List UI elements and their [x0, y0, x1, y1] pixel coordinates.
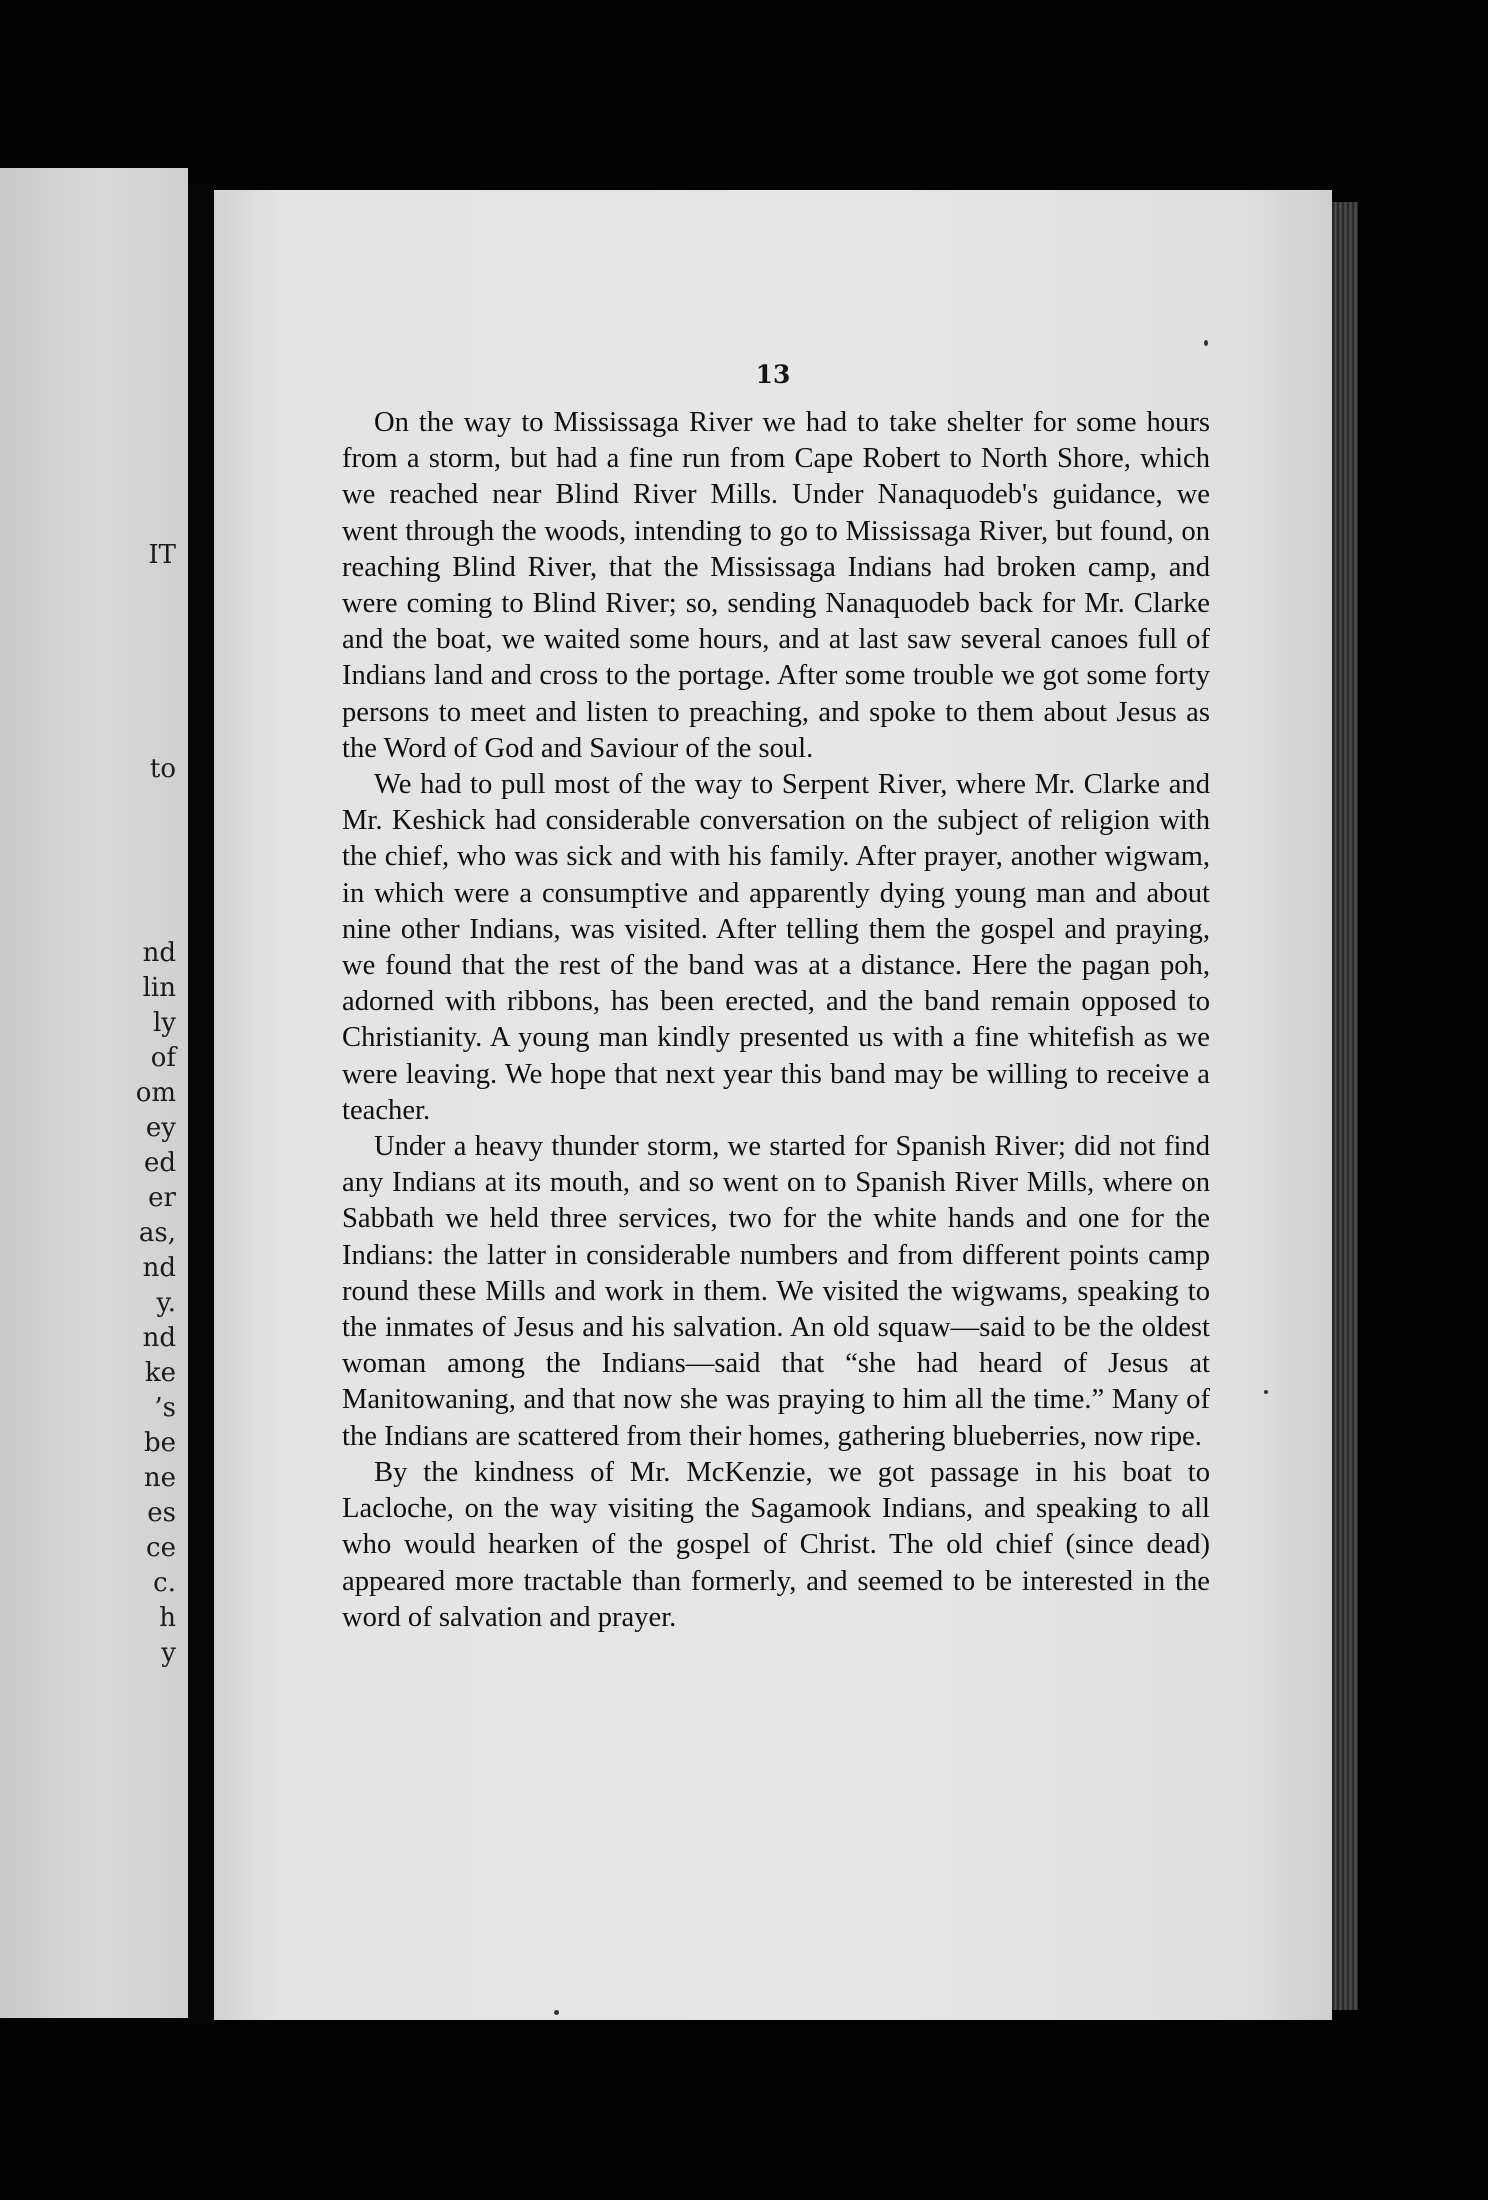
left-fragment: om — [135, 1078, 176, 1108]
paragraph: On the way to Mississaga River we had to take shelter for some hours from a storm, but had a fine run from Cape Robert to North Shore, which we reached near Blind River Mills. Under Nanaquodeb's guidance, we went through the woods, intending to go to Mississaga River, but found, on reaching Blind River, that the Mississaga Indians had broken camp, and were coming to Blind River; so, sending Nanaquodeb back for Mr. Clarke and the boat, we waited some hours, and at last saw several canoes full of Indians land and cross to the portage. After some trouble we got some forty persons to meet and listen to preaching, and spoke to them about Jesus as the Word of God and Saviour of the soul. — [342, 407, 1210, 764]
left-fragment: of — [150, 1043, 176, 1073]
page-number: 13 — [755, 360, 791, 389]
left-fragment: ’s — [154, 1393, 176, 1423]
left-fragment: nd — [142, 938, 176, 968]
paragraph: We had to pull most of the way to Serpent River, where Mr. Clarke and Mr. Keshick had considerable conversation on the subject of religion with the chief, who was sick and with his family. After prayer, another wigwam, in which were a consumptive and apparently dying young man and about nine other Indians, was visited. After telling them the gospel and praying, we found that the rest of the band was at a distance. Here the pagan poh, adorned with ribbons, has been erected, and the band remain opposed to Christianity. A young man kindly presented us with a fine whitefish as we were leaving. We hope that next year this band may be willing to receive a teacher. — [342, 769, 1210, 1126]
paragraph: Under a heavy thunder storm, we started for Spanish River; did not find any Indians at its mouth, and so went on to Spanish River Mills, where on Sabbath we held three services, two for the white hands and one for the Indians: the latter in considerable numbers and from different points camp round these Mills and work in them. We visited the wigwams, speaking to the inmates of Jesus and his salvation. An old squaw—said to be the oldest woman among the Indians—said that “she had heard of Jesus at Manitowaning, and that now she was praying to him all the time.” Many of the Indians are scattered from their homes, gathering blueberries, now ripe. — [342, 1131, 1210, 1452]
left-fragment: ne — [143, 1463, 176, 1493]
left-fragment: y — [161, 1638, 176, 1668]
left-fragment: nd — [142, 1253, 176, 1283]
left-fragment: to — [149, 754, 176, 784]
left-fragment: h — [159, 1603, 176, 1633]
left-fragment: ce — [146, 1533, 176, 1563]
paragraph: By the kindness of Mr. McKenzie, we got passage in his boat to Lacloche, on the way visiting the Sagamook Indians, and speaking to all who would hearken of the gospel of Christ. The old chief (since dead) appeared more tractable than formerly, and seemed to be interested in the word of salvation and prayer. — [342, 1456, 1210, 1633]
left-fragment: ke — [144, 1358, 176, 1388]
left-fragment: ey — [145, 1113, 176, 1143]
left-fragment: ly — [152, 1008, 176, 1038]
left-fragment: as, — [138, 1218, 176, 1248]
left-fragment: lin — [142, 973, 176, 1003]
previous-page-fragment — [0, 168, 188, 2018]
dust-speck — [1204, 340, 1208, 346]
left-fragment: y. — [156, 1288, 176, 1318]
page-edges — [1332, 202, 1358, 2010]
left-fragment: es — [147, 1498, 176, 1528]
left-fragment: ed — [143, 1148, 176, 1178]
page — [214, 190, 1332, 2020]
left-fragment: nd — [142, 1323, 176, 1353]
left-fragment: er — [148, 1183, 176, 1213]
dust-speck — [554, 2010, 559, 2015]
dust-speck — [1264, 1390, 1268, 1394]
page-body — [342, 405, 1210, 1636]
left-fragment: be — [143, 1428, 176, 1458]
left-fragment: c. — [153, 1568, 176, 1598]
left-fragment: IT — [148, 540, 176, 570]
book-gutter — [188, 183, 214, 2025]
